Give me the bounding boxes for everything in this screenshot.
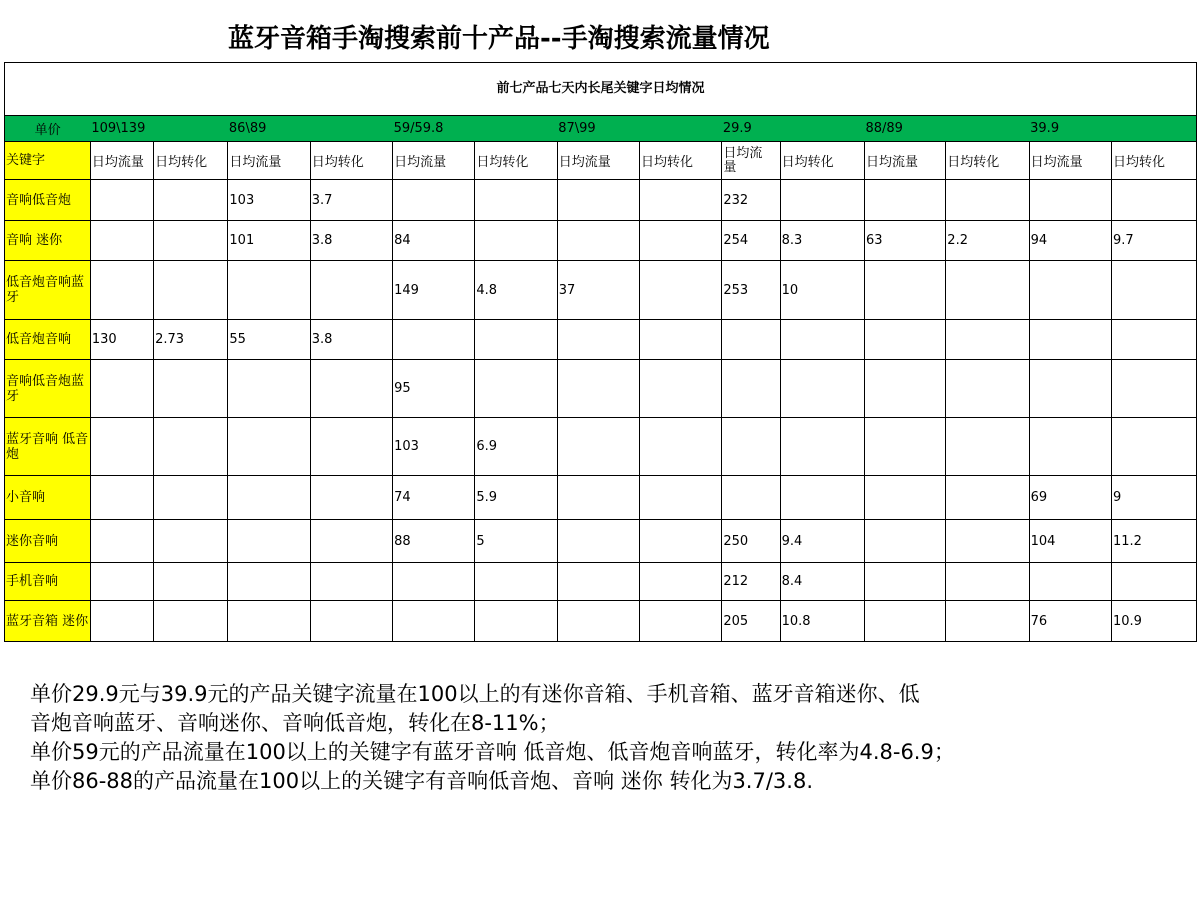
value-cell: 88 bbox=[393, 520, 475, 563]
value-cell bbox=[310, 563, 392, 601]
value-cell: 232 bbox=[722, 180, 780, 221]
keyword-cell: 音响低音炮蓝牙 bbox=[5, 360, 90, 418]
value-cell: 74 bbox=[393, 476, 475, 520]
value-cell bbox=[1111, 563, 1196, 601]
value-cell bbox=[557, 418, 639, 476]
value-cell: 10.9 bbox=[1111, 601, 1196, 642]
metric-header: 日均转化 bbox=[1111, 142, 1196, 180]
price-label: 单价 bbox=[5, 116, 90, 142]
value-cell bbox=[90, 476, 153, 520]
metric-header-row bbox=[5, 142, 1196, 180]
metric-header: 日均流量 bbox=[557, 142, 639, 180]
value-cell bbox=[1029, 320, 1111, 360]
value-cell bbox=[946, 360, 1029, 418]
page-title: 蓝牙音箱手淘搜索前十产品--手淘搜索流量情况 bbox=[228, 24, 770, 54]
keyword-header: 关键字 bbox=[5, 142, 90, 180]
value-cell: 9 bbox=[1111, 476, 1196, 520]
value-cell bbox=[1111, 180, 1196, 221]
value-cell bbox=[864, 563, 945, 601]
value-cell: 10 bbox=[780, 261, 864, 320]
value-cell: 253 bbox=[722, 261, 780, 320]
value-cell bbox=[90, 563, 153, 601]
metric-header: 日均流量 bbox=[1029, 142, 1111, 180]
value-cell bbox=[310, 418, 392, 476]
keyword-grid bbox=[5, 116, 1196, 642]
value-cell: 95 bbox=[393, 360, 475, 418]
value-cell: 10.8 bbox=[780, 601, 864, 642]
value-cell bbox=[864, 520, 945, 563]
value-cell bbox=[557, 320, 639, 360]
value-cell bbox=[393, 601, 475, 642]
value-cell: 2.73 bbox=[154, 320, 228, 360]
keyword-cell: 低音炮音响蓝牙 bbox=[5, 261, 90, 320]
price-cell: 87\99 bbox=[557, 116, 722, 142]
value-cell bbox=[228, 476, 310, 520]
value-cell: 104 bbox=[1029, 520, 1111, 563]
metric-header: 日均转化 bbox=[780, 142, 864, 180]
value-cell bbox=[780, 418, 864, 476]
value-cell bbox=[90, 601, 153, 642]
value-cell bbox=[393, 320, 475, 360]
value-cell: 250 bbox=[722, 520, 780, 563]
value-cell bbox=[90, 180, 153, 221]
value-cell bbox=[722, 418, 780, 476]
value-cell: 76 bbox=[1029, 601, 1111, 642]
table-row bbox=[5, 563, 1196, 601]
metric-header: 日均流量 bbox=[90, 142, 153, 180]
value-cell bbox=[864, 320, 945, 360]
value-cell bbox=[780, 360, 864, 418]
value-cell: 101 bbox=[228, 221, 310, 261]
value-cell bbox=[640, 180, 722, 221]
value-cell: 84 bbox=[393, 221, 475, 261]
value-cell: 103 bbox=[228, 180, 310, 221]
value-cell bbox=[640, 476, 722, 520]
metric-header: 日均流量 bbox=[864, 142, 945, 180]
value-cell: 3.8 bbox=[310, 320, 392, 360]
value-cell bbox=[557, 563, 639, 601]
value-cell bbox=[90, 520, 153, 563]
value-cell bbox=[722, 320, 780, 360]
table-row bbox=[5, 601, 1196, 642]
summary-line: 单价59元的产品流量在100以上的关键字有蓝牙音响 低音炮、低音炮音响蓝牙，转化率为4.8-6.9； bbox=[30, 740, 955, 764]
value-cell bbox=[640, 221, 722, 261]
value-cell bbox=[780, 320, 864, 360]
value-cell bbox=[90, 261, 153, 320]
value-cell bbox=[90, 360, 153, 418]
price-cell: 86\89 bbox=[228, 116, 393, 142]
price-cell: 59/59.8 bbox=[393, 116, 558, 142]
value-cell bbox=[1029, 360, 1111, 418]
value-cell bbox=[864, 601, 945, 642]
value-cell bbox=[946, 601, 1029, 642]
value-cell bbox=[864, 476, 945, 520]
value-cell bbox=[864, 180, 945, 221]
value-cell: 3.7 bbox=[310, 180, 392, 221]
value-cell bbox=[1111, 360, 1196, 418]
metric-header: 日均流量 bbox=[393, 142, 475, 180]
value-cell bbox=[154, 180, 228, 221]
value-cell: 8.3 bbox=[780, 221, 864, 261]
value-cell bbox=[946, 180, 1029, 221]
value-cell bbox=[90, 418, 153, 476]
value-cell bbox=[310, 601, 392, 642]
value-cell: 9.4 bbox=[780, 520, 864, 563]
value-cell bbox=[1111, 261, 1196, 320]
value-cell: 212 bbox=[722, 563, 780, 601]
keyword-table bbox=[4, 62, 1197, 642]
value-cell bbox=[946, 320, 1029, 360]
value-cell bbox=[557, 180, 639, 221]
value-cell: 149 bbox=[393, 261, 475, 320]
value-cell bbox=[154, 563, 228, 601]
value-cell bbox=[1111, 418, 1196, 476]
value-cell: 254 bbox=[722, 221, 780, 261]
value-cell: 11.2 bbox=[1111, 520, 1196, 563]
keyword-cell: 迷你音响 bbox=[5, 520, 90, 563]
price-cell: 88/89 bbox=[864, 116, 1029, 142]
value-cell bbox=[1029, 563, 1111, 601]
table-row bbox=[5, 320, 1196, 360]
value-cell bbox=[640, 261, 722, 320]
value-cell bbox=[640, 360, 722, 418]
value-cell bbox=[228, 360, 310, 418]
value-cell: 103 bbox=[393, 418, 475, 476]
value-cell: 94 bbox=[1029, 221, 1111, 261]
price-cell: 39.9 bbox=[1029, 116, 1196, 142]
value-cell bbox=[946, 261, 1029, 320]
value-cell: 63 bbox=[864, 221, 945, 261]
value-cell bbox=[228, 601, 310, 642]
keyword-cell: 手机音响 bbox=[5, 563, 90, 601]
value-cell bbox=[640, 520, 722, 563]
value-cell: 37 bbox=[557, 261, 639, 320]
value-cell bbox=[228, 520, 310, 563]
value-cell bbox=[154, 360, 228, 418]
value-cell bbox=[780, 180, 864, 221]
value-cell bbox=[393, 180, 475, 221]
value-cell bbox=[228, 563, 310, 601]
value-cell bbox=[310, 520, 392, 563]
value-cell: 4.8 bbox=[475, 261, 557, 320]
value-cell: 9.7 bbox=[1111, 221, 1196, 261]
table-row bbox=[5, 520, 1196, 563]
value-cell bbox=[557, 476, 639, 520]
value-cell bbox=[864, 418, 945, 476]
value-cell bbox=[722, 360, 780, 418]
value-cell: 55 bbox=[228, 320, 310, 360]
keyword-cell: 蓝牙音响 低音炮 bbox=[5, 418, 90, 476]
table-row bbox=[5, 360, 1196, 418]
table-row bbox=[5, 261, 1196, 320]
value-cell bbox=[310, 476, 392, 520]
value-cell bbox=[864, 261, 945, 320]
value-cell bbox=[557, 360, 639, 418]
value-cell bbox=[475, 360, 557, 418]
price-cell: 109\139 bbox=[90, 116, 228, 142]
value-cell bbox=[475, 180, 557, 221]
value-cell: 5 bbox=[475, 520, 557, 563]
value-cell: 2.2 bbox=[946, 221, 1029, 261]
summary-line: 单价29.9元与39.9元的产品关键字流量在100以上的有迷你音箱、手机音箱、蓝牙音箱迷你、低 bbox=[30, 682, 920, 706]
value-cell bbox=[90, 221, 153, 261]
value-cell: 130 bbox=[90, 320, 153, 360]
value-cell bbox=[640, 563, 722, 601]
value-cell: 205 bbox=[722, 601, 780, 642]
price-row bbox=[5, 116, 1196, 142]
value-cell bbox=[1111, 320, 1196, 360]
value-cell bbox=[722, 476, 780, 520]
value-cell bbox=[946, 520, 1029, 563]
metric-header: 日均转化 bbox=[154, 142, 228, 180]
value-cell bbox=[475, 563, 557, 601]
value-cell bbox=[864, 360, 945, 418]
table-caption: 前七产品七天内长尾关键字日均情况 bbox=[5, 63, 1196, 116]
keyword-cell: 音响 迷你 bbox=[5, 221, 90, 261]
keyword-cell: 音响低音炮 bbox=[5, 180, 90, 221]
metric-header: 日均流量 bbox=[228, 142, 310, 180]
value-cell bbox=[475, 601, 557, 642]
metric-header: 日均转化 bbox=[640, 142, 722, 180]
summary-line: 音炮音响蓝牙、音响迷你、音响低音炮，转化在8-11%； bbox=[30, 711, 560, 735]
value-cell bbox=[946, 563, 1029, 601]
value-cell bbox=[946, 418, 1029, 476]
metric-header: 日均转化 bbox=[946, 142, 1029, 180]
value-cell bbox=[1029, 418, 1111, 476]
metric-header: 日均转化 bbox=[310, 142, 392, 180]
value-cell bbox=[475, 221, 557, 261]
value-cell bbox=[557, 601, 639, 642]
summary-text bbox=[30, 680, 1190, 796]
metric-header: 日均转化 bbox=[475, 142, 557, 180]
value-cell: 8.4 bbox=[780, 563, 864, 601]
table-row bbox=[5, 221, 1196, 261]
value-cell bbox=[310, 360, 392, 418]
keyword-cell: 蓝牙音箱 迷你 bbox=[5, 601, 90, 642]
value-cell bbox=[310, 261, 392, 320]
value-cell bbox=[393, 563, 475, 601]
summary-line: 单价86-88的产品流量在100以上的关键字有音响低音炮、音响 迷你 转化为3.7/3.8. bbox=[30, 769, 813, 793]
table-row bbox=[5, 418, 1196, 476]
value-cell: 3.8 bbox=[310, 221, 392, 261]
value-cell bbox=[154, 261, 228, 320]
value-cell: 6.9 bbox=[475, 418, 557, 476]
value-cell bbox=[475, 320, 557, 360]
value-cell bbox=[1029, 261, 1111, 320]
value-cell bbox=[154, 601, 228, 642]
value-cell bbox=[154, 476, 228, 520]
metric-header: 日均流 量 bbox=[722, 142, 780, 180]
value-cell bbox=[154, 221, 228, 261]
value-cell: 69 bbox=[1029, 476, 1111, 520]
keyword-cell: 小音响 bbox=[5, 476, 90, 520]
value-cell: 5.9 bbox=[475, 476, 557, 520]
value-cell bbox=[557, 221, 639, 261]
value-cell bbox=[946, 476, 1029, 520]
value-cell bbox=[154, 418, 228, 476]
table-row bbox=[5, 476, 1196, 520]
value-cell bbox=[640, 601, 722, 642]
table-row bbox=[5, 180, 1196, 221]
value-cell bbox=[228, 418, 310, 476]
value-cell bbox=[154, 520, 228, 563]
value-cell bbox=[557, 520, 639, 563]
value-cell bbox=[640, 418, 722, 476]
value-cell bbox=[640, 320, 722, 360]
value-cell bbox=[780, 476, 864, 520]
value-cell bbox=[1029, 180, 1111, 221]
price-cell: 29.9 bbox=[722, 116, 865, 142]
value-cell bbox=[228, 261, 310, 320]
keyword-cell: 低音炮音响 bbox=[5, 320, 90, 360]
